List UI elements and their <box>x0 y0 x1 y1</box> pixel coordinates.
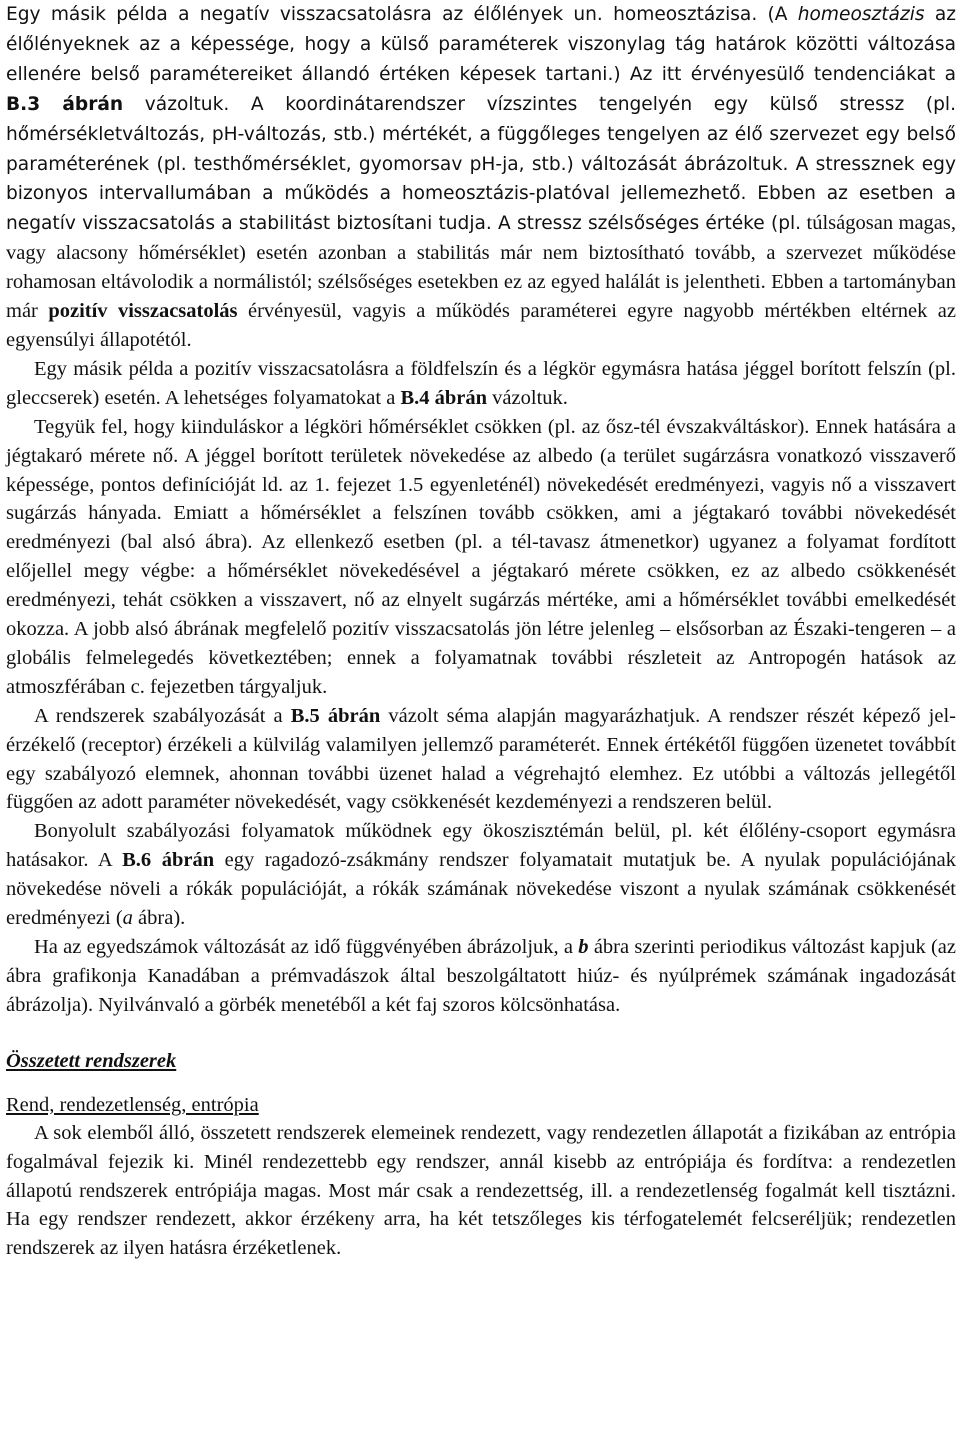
text-run: Egy másik példa a negatív visszacsatolásra az élőlények un. homeosztázisa. (A <box>6 4 798 25</box>
text-run: Egy másik példa a pozitív visszacsatolásra a földfelszín és a légkör egymásra hatása jéggel borított felszín (pl. gleccserek) esetén. A lehetséges folyamatokat a <box>6 357 956 409</box>
paragraph-entropy: A sok elemből álló, összetett rendszerek elemeinek rendezett, vagy rendezetlen állapotát a fizikában az entrópia fogalmával fejezik ki. Minél rendezettebb egy rendszer, annál kisebb az entrópiája és fordítva: a rendezetlen állapotú rendszerek entrópiája magas. Most már csak a rendezettség, ill. a rendezetlenség fogalmát kell tisztázni. Ha egy rendszer rendezett, akkor érzékeny arra, ha két tetszőleges kis térfogatelemét felcseréljük; rendezetlen rendszerek az ilyen hatásra érzéketlenek. <box>6 1121 956 1260</box>
section-heading: Összetett rendszerek <box>6 1049 177 1072</box>
text-run: vázoltuk. <box>487 386 568 409</box>
text-run: vázolt séma alapján magyarázhatjuk. A rendszer részét képező jel-érzékelő (receptor) érzékeli a külvilág valamilyen jellemző paraméterét. Ennek értékétől függően üzenetet továbbít egy szabályozó elemnek, ahonnan további üzenet halad a végrehajtó elemhez. Ez utóbbi a változás jellegétől függően az adott paraméter növekedését, vagy csökkenését kezdeményezi a rendszeren belül. <box>6 704 956 814</box>
text-run: érvényesül, vagyis a működés paraméterei egyre nagyobb mértékben eltérnek az egyensúlyi állapotétól. <box>6 300 957 351</box>
text-run: Ha az egyedszámok változását az idő függvényében ábrázoljuk, a <box>34 936 579 958</box>
figure-part-b: b <box>578 936 589 958</box>
paragraph-homeostasis <box>6 0 956 355</box>
paragraph-albedo: Tegyük fel, hogy kiinduláskor a légköri hőmérséklet csökken (pl. az ősz-tél évszakváltáskor). Ennek hatására a jégtakaró mérete nő. A jéggel borított területek növekedése az albedo (a terület sugárzásra vonatkozó visszaverő képessége, pontos definícióját ld. az 1. fejezet 1.5 egyenleténél) növekedését eredményezi, vagyis nő a visszavert sugárzás hányada. Emiatt a hőmérséklet a felszínen tovább csökken, ami a jégtakaró további növekedését eredményezi (bal alsó ábra). Az ellenkező esetben (pl. a tél-tavasz átmenetkor) ugyanez a folyamat fordított előjellel megy végbe: a hőmérséklet növekedésével a jégtakaró mérete csökken, ez az albedo csökkenését eredményezi, tehát csökken a visszavert, nő az elnyelt sugárzás mértéke, ami a hőmérséklet további emelkedését okozza. A jobb alsó ábrának megfelelő pozitív visszacsatolás jön létre jelenleg – elsősorban az Északi-tengeren – a globális felmelegedés következtében; ennek a folyamatnak további részleteit az Antropogén hatások az atmoszférában c. fejezetben tárgyaljuk. <box>6 415 956 698</box>
figure-ref-b5: B.5 ábrán <box>290 704 381 727</box>
text-run: túlságosan magas, vagy alacsony hőmérséklet) esetén azonban a stabilitás már nem biztosítható tovább, a szervezet működése rohamosan eltávolodik a normálistól; szélsőséges esetekben ez az egyed halálát is jelentheti. Ebben a tartományban már <box>6 212 956 323</box>
paragraph-regulation <box>6 702 956 818</box>
text-run: A rendszerek szabályozását a <box>34 704 291 727</box>
text-run: Bonyolult szabályozási folyamatok működnek egy ökoszisztémán belül, pl. két élőlény-csoport egymásra hatásakor. A <box>6 820 956 872</box>
text-run: egy ragadozó-zsákmány rendszer folyamatait mutatjuk be. A nyulak populációjának növekedése növeli a rókák populációját, a rókák számának növekedése viszont a nyulak számának csökkenését eredményezi ( <box>6 849 956 930</box>
text-run: ábra szerinti periodikus változást kapjuk (az ábra grafikonja Kanadában a prémvadászok által beszolgáltatott hiúz- és nyúlprémek számának ingadozását ábrázolja). Nyilvánvaló a görbék menetéből a két faj szoros kölcsönhatása. <box>6 936 956 1016</box>
term-positive-feedback: pozitív visszacsatolás <box>48 300 238 323</box>
paragraph-periodic <box>6 933 956 1020</box>
text-run: az élőlényeknek az a képessége, hogy a külső paraméterek viszonylag tág határok közötti változása ellenére belső paramétereiket állandó értéken képesek tartani.) Az itt érvényesülő tendenciákat a <box>6 4 956 85</box>
figure-ref-b6: B.6 ábrán <box>122 849 215 872</box>
term-homeostasis: homeosztázis <box>797 4 925 25</box>
text-run: vázoltuk. A koordinátarendszer vízszintes tengelyén egy külső stressz (pl. hőmérsékletváltozás, pH-változás, stb.) mértékét, a függőleges tengelyen az élő szervezet egy belső paraméterének (pl. testhőmérséklet, gyomorsav pH-ja, stb.) változását ábrázoltuk. A stressznek egy bizonyos intervallumában a működés a homeosztázis-platóval jellemezhető. Ebben az esetben a negatív visszacsatolás a stabilitást biztosítani tudja. A stressz szélsőséges értéke (pl. <box>6 93 956 235</box>
figure-ref-b4: B.4 ábrán <box>400 386 488 409</box>
subsection-heading: Rend, rendezetlenség, entrópia <box>6 1093 259 1116</box>
figure-part-a: a <box>122 907 133 930</box>
text-run: ábra). <box>132 907 186 930</box>
paragraph-ice-example <box>6 355 956 413</box>
paragraph-predator-prey <box>6 817 956 933</box>
figure-ref-b3: B.3 ábrán <box>6 93 124 115</box>
